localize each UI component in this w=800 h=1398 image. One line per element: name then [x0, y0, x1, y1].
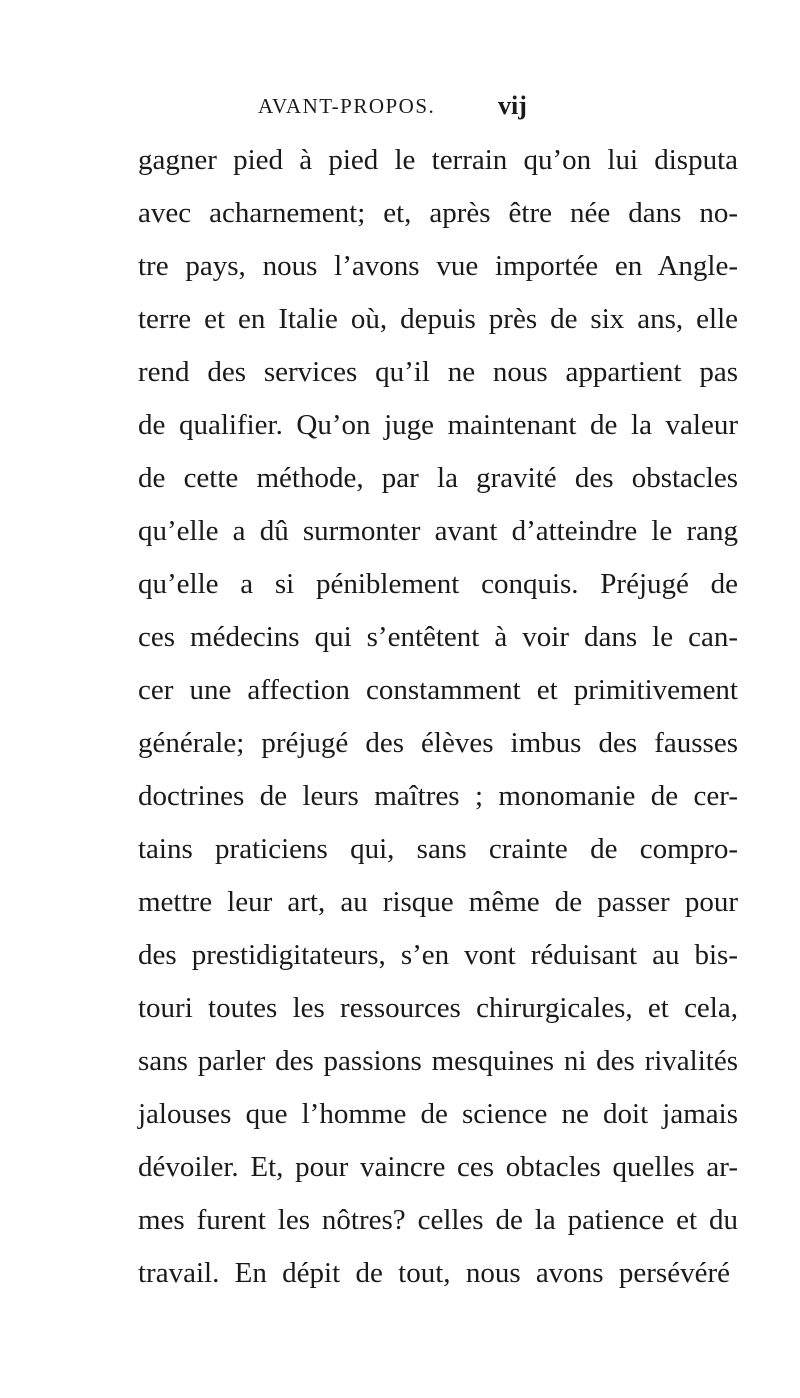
text-line: travail. En dépit de tout, nous avons persévéré: [138, 1257, 730, 1289]
text-line: de cette méthode, par la gravité des obstacles: [138, 462, 738, 494]
text-line: ces médecins qui s’entêtent à voir dans le can-: [138, 621, 738, 653]
text-line: touri toutes les ressources chirurgicales, et cela,: [138, 992, 738, 1024]
text-line: tre pays, nous l’avons vue importée en Angle-: [138, 250, 738, 282]
text-line: terre et en Italie où, depuis près de six ans, elle: [138, 303, 738, 335]
text-line: dévoiler. Et, pour vaincre ces obtacles quelles ar-: [138, 1151, 738, 1183]
text-line: de qualifier. Qu’on juge maintenant de la valeur: [138, 409, 738, 441]
text-line: générale; préjugé des élèves imbus des fausses: [138, 727, 738, 759]
text-line: mettre leur art, au risque même de passer pour: [138, 886, 738, 918]
text-line: sans parler des passions mesquines ni des rivalités: [138, 1045, 738, 1077]
text-line: des prestidigitateurs, s’en vont réduisant au bis-: [138, 939, 738, 971]
running-title: AVANT-PROPOS.: [258, 94, 436, 118]
running-head: [258, 88, 738, 124]
text-line: avec acharnement; et, après être née dans no-: [138, 197, 738, 229]
text-line: rend des services qu’il ne nous appartient pas: [138, 356, 738, 388]
text-line: tains praticiens qui, sans crainte de compro-: [138, 833, 738, 865]
text-line: mes furent les nôtres? celles de la patience et du: [138, 1204, 738, 1236]
text-line: cer une affection constamment et primitivement: [138, 674, 738, 706]
text-line: qu’elle a si péniblement conquis. Préjugé de: [138, 568, 738, 600]
text-line: qu’elle a dû surmonter avant d’atteindre le rang: [138, 515, 738, 547]
text-line: doctrines de leurs maîtres ; monomanie de cer-: [138, 780, 738, 812]
text-line: jalouses que l’homme de science ne doit jamais: [138, 1098, 738, 1130]
page-number: vij: [498, 91, 527, 120]
text-line: gagner pied à pied le terrain qu’on lui disputa: [138, 144, 738, 176]
